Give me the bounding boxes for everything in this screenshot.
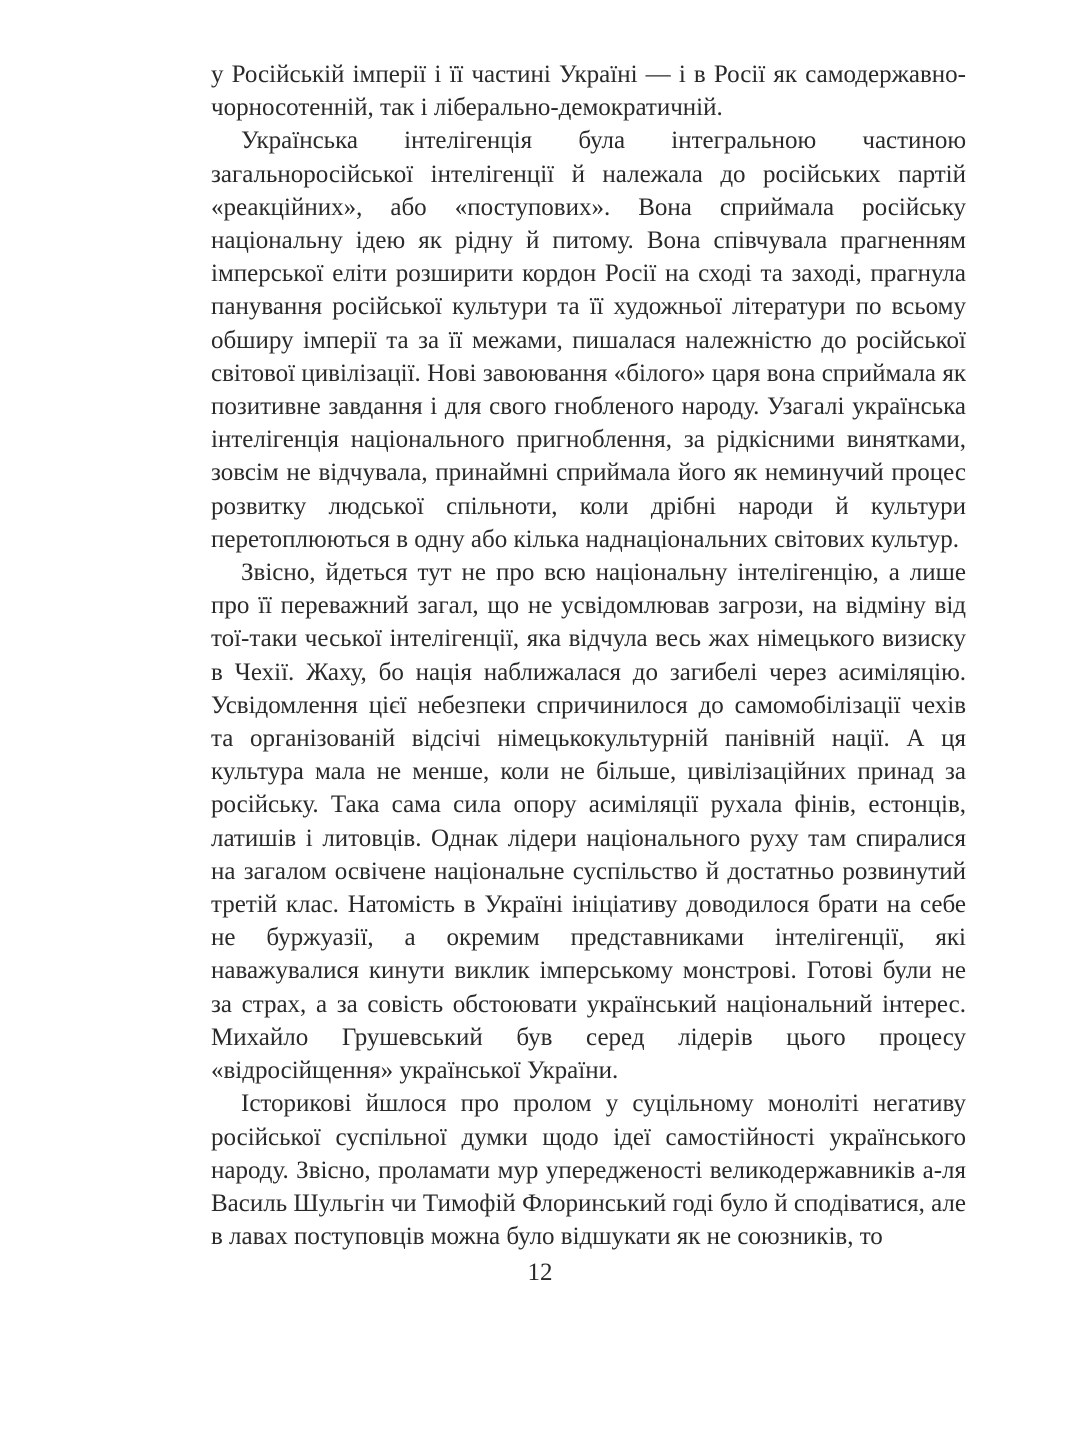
body-text <box>211 58 966 1253</box>
paragraph-1: у Російській імперії і її частині Україні — і в Росії як самодержавно-чорносотенній, так і ліберально-демократичній. <box>211 61 966 122</box>
paragraph-3: Звісно, йдеться тут не про всю національну інтелігенцію, а лише про її переважний загал, що не усвідомлював загрози, на відміну від тої-таки чеської інтелігенції, яка відчула весь жах німецького визиску в Чехії. Жаху, бо нація наближалася до загибелі через асиміляцію. Усвідомлення цієї небезпеки спричинилося до самомобілізації чехів та організованій відсічі німецькокультурній панівній нації. А ця культура мала не менше, коли не більше, цивілізаційних принад за російську. Така сама сила опору асиміляції рухала фінів, естонців, латишів і литовців. Однак лідери національного руху там спиралися на загалом освічене національне суспільство й достатньо розвинутий третій клас. Натомість в Україні ініціативу доводилося брати на себе не буржуазії, а окремим представниками інтелігенції, які наважувалися кинути виклик імперському монстрові. Готові були не за страх, а за совість обстоювати український національний інтерес. Михайло Грушевський був серед лідерів цього процесу «відросійщення» української України. <box>211 559 966 1085</box>
page-number: 12 <box>527 1259 553 1286</box>
paragraph-4: Історикові йшлося про пролом у суцільному моноліті негативу російської суспільної думки щодо ідеї самостійності українського народу. Звісно, проламати мур упередженості великодержавників а-ля Василь Шульгін чи Тимофій Флоринський годі було й сподіватися, але в лавах поступовців можна було відшукати як не союзників, то <box>211 1090 966 1251</box>
paragraph-2: Українська інтелігенція була інтегральною частиною загальноросійської інтелігенції й належала до російських партій «реакційних», або «поступових». Вона сприймала російську національну ідею як рідну й питому. Вона співчувала прагненням імперської еліти розширити кордон Росії на сході та заході, прагнула панування російської культури та її художньої літератури по всьому обширу імперії та за її межами, пишалася належністю до російської світової цивілізації. Нові завоювання «білого» царя вона сприймала як позитивне завдання і для свого гнобленого народу. Узагалі українська інтелігенція національного пригноблення, за рідкісними винятками, зовсім не відчувала, принаймні сприймала його як неминучий процес розвитку людської спільноти, коли дрібні народи й культури перетоплюються в одну або кілька наднаціональних світових культур. <box>211 127 966 553</box>
